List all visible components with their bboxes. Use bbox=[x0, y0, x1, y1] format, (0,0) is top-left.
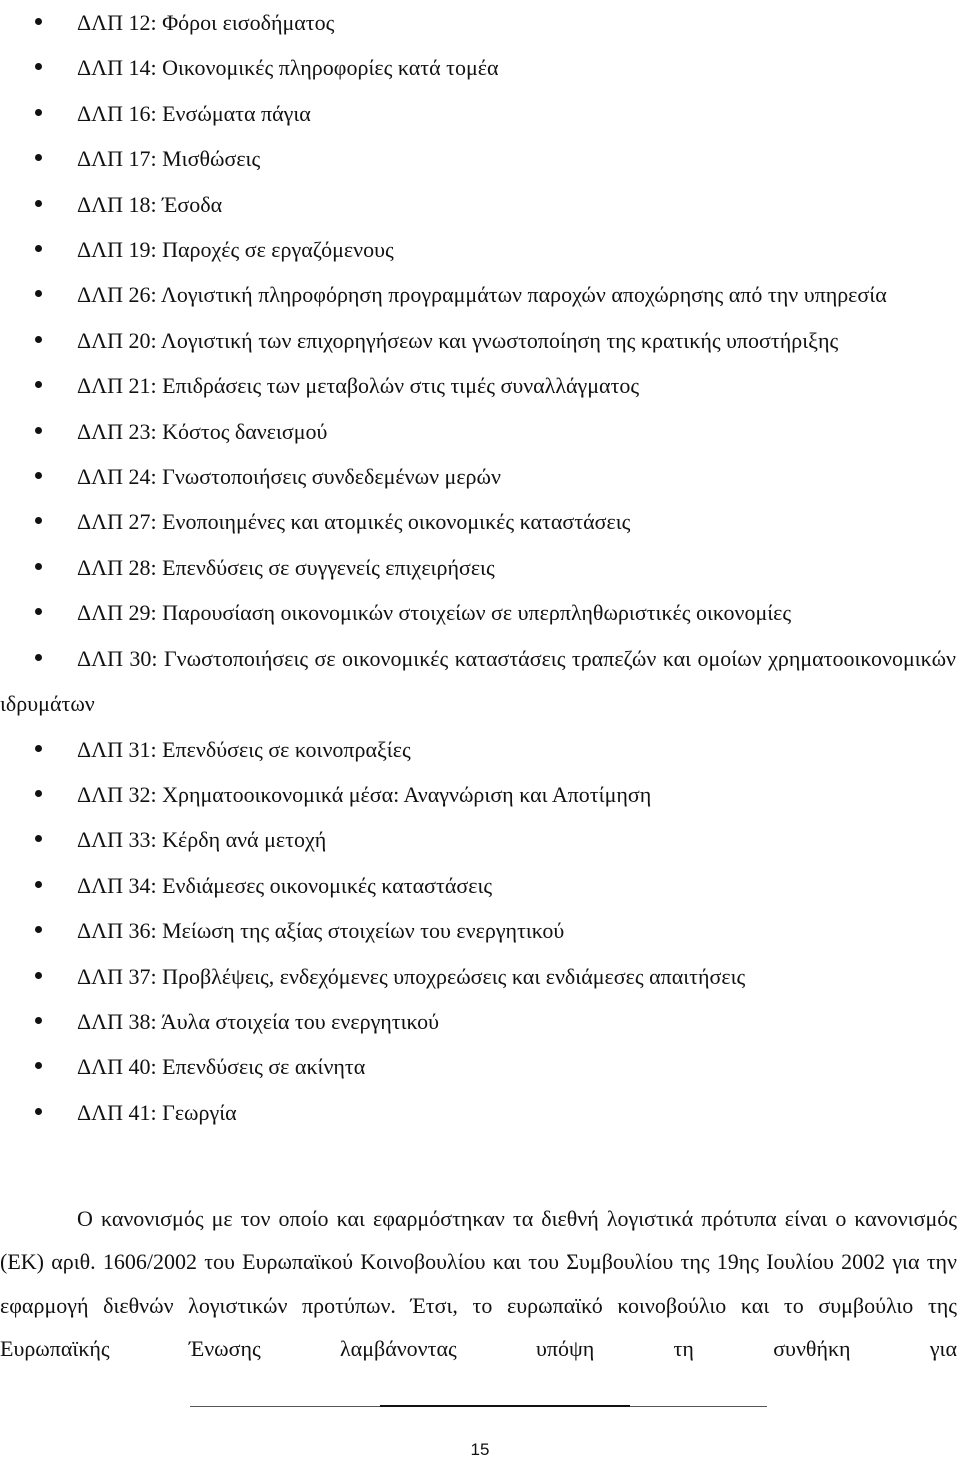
list-item-text: ΔΛΠ 36: Μείωση της αξίας στοιχείων του ενεργητικού bbox=[77, 918, 565, 944]
bullet-icon bbox=[35, 835, 42, 842]
bullet-icon bbox=[35, 563, 42, 570]
bullet-icon bbox=[35, 381, 42, 388]
list-item bbox=[0, 272, 960, 317]
list-item bbox=[0, 182, 960, 227]
list-item bbox=[0, 999, 960, 1044]
list-item bbox=[0, 1044, 960, 1089]
list-item-text: ΔΛΠ 30: Γνωστοποιήσεις σε οικονομικές καταστάσεις τραπεζών και ομοίων χρηματοοικονομικών ιδρυμάτων bbox=[0, 645, 956, 717]
list-item-text: ΔΛΠ 16: Ενσώματα πάγια bbox=[77, 100, 311, 126]
list-item-text: ΔΛΠ 19: Παροχές σε εργαζόμενους bbox=[77, 237, 394, 263]
list-item bbox=[0, 1090, 960, 1135]
list-item bbox=[0, 454, 960, 499]
bullet-icon bbox=[35, 154, 42, 161]
bullet-icon bbox=[35, 472, 42, 479]
list-item-text: ΔΛΠ 28: Επενδύσεις σε συγγενείς επιχειρήσεις bbox=[77, 554, 495, 580]
list-item bbox=[0, 772, 960, 817]
list-item-text: ΔΛΠ 29: Παρουσίαση οικονομικών στοιχείων σε υπερπληθωριστικές οικονομίες bbox=[77, 600, 792, 626]
list-item-text: ΔΛΠ 12: Φόροι εισοδήματος bbox=[77, 10, 335, 35]
bullet-icon bbox=[35, 63, 42, 70]
page-number: 15 bbox=[470, 1440, 490, 1459]
bullet-icon bbox=[35, 1017, 42, 1024]
list-item-text: ΔΛΠ 27: Ενοποιημένες και ατομικές οικονομικές καταστάσεις bbox=[77, 509, 631, 535]
bullet-icon bbox=[35, 881, 42, 888]
list-item-text: ΔΛΠ 24: Γνωστοποιήσεις συνδεδεμένων μερών bbox=[77, 464, 501, 490]
list-item bbox=[0, 499, 960, 544]
list-item-text: ΔΛΠ 37: Προβλέψεις, ενδεχόμενες υποχρεώσεις και ενδιάμεσες απαιτήσεις bbox=[77, 963, 746, 989]
bullet-icon bbox=[35, 517, 42, 524]
list-item bbox=[0, 590, 960, 635]
bullet-icon bbox=[35, 745, 42, 752]
bullet-icon bbox=[35, 1062, 42, 1069]
bullet-icon bbox=[35, 926, 42, 933]
list-item-text: ΔΛΠ 17: Μισθώσεις bbox=[77, 146, 261, 172]
list-item-text: ΔΛΠ 41: Γεωργία bbox=[77, 1099, 237, 1125]
list-item bbox=[0, 409, 960, 454]
list-item-text: ΔΛΠ 21: Επιδράσεις των μεταβολών στις τιμές συναλλάγματος bbox=[77, 373, 640, 399]
bullet-icon bbox=[35, 336, 42, 343]
bullet-icon bbox=[35, 972, 42, 979]
bullet-icon bbox=[35, 790, 42, 797]
list-item bbox=[0, 954, 960, 999]
footnote-separator bbox=[190, 1406, 767, 1407]
list-item bbox=[0, 227, 960, 272]
list-item-text: ΔΛΠ 34: Ενδιάμεσες οικονομικές καταστάσεις bbox=[77, 872, 493, 898]
list-item bbox=[0, 817, 960, 862]
list-item-text: ΔΛΠ 40: Επενδύσεις σε ακίνητα bbox=[77, 1054, 366, 1080]
body-paragraph: Ο κανονισμός με τον οποίο και εφαρμόστηκαν τα διεθνή λογιστικά πρότυπα είναι ο κανονισμός (ΕΚ) αριθ. 1606/2002 του Ευρωπαϊκού Κοινοβουλίου και του Συμβουλίου της 19ης Ιουλίου 2002 για την εφαρμογή διεθνών λογιστικών προτύπων. Έτσι, το ευρωπαϊκό κοινοβούλιο και το συμβούλιο της Ευρωπαϊκής Ένωσης λαμβάνοντας υπόψη τη συνθήκη για bbox=[0, 1206, 957, 1361]
list-item bbox=[0, 727, 960, 772]
list-item bbox=[0, 45, 960, 90]
footnote-separator-segment bbox=[380, 1405, 630, 1407]
list-item bbox=[0, 863, 960, 908]
bullet-icon bbox=[35, 18, 42, 25]
list-item bbox=[0, 0, 960, 45]
bullet-icon bbox=[35, 608, 42, 615]
list-item bbox=[0, 908, 960, 953]
bullet-icon bbox=[35, 245, 42, 252]
list-item-text: ΔΛΠ 23: Κόστος δανεισμού bbox=[77, 418, 328, 444]
list-item bbox=[0, 136, 960, 181]
list-item bbox=[0, 318, 960, 363]
bullet-icon bbox=[35, 109, 42, 116]
bullet-icon bbox=[35, 427, 42, 434]
list-item-text: ΔΛΠ 38: Άυλα στοιχεία του ενεργητικού bbox=[77, 1008, 440, 1034]
bullet-icon bbox=[35, 1108, 42, 1115]
list-item-text: ΔΛΠ 14: Οικονομικές πληροφορίες κατά τομέα bbox=[77, 55, 499, 81]
list-item-text: ΔΛΠ 31: Επενδύσεις σε κοινοπραξίες bbox=[77, 736, 411, 762]
list-item-text: ΔΛΠ 33: Κέρδη ανά μετοχή bbox=[77, 827, 327, 853]
list-item bbox=[0, 91, 960, 136]
list-item bbox=[0, 636, 960, 727]
list-item bbox=[0, 363, 960, 408]
bullet-icon bbox=[35, 200, 42, 207]
list-item bbox=[0, 545, 960, 590]
bullet-icon bbox=[35, 654, 42, 661]
list-item-text: ΔΛΠ 26: Λογιστική πληροφόρηση προγραμμάτων παροχών αποχώρησης από την υπηρεσία bbox=[77, 282, 887, 308]
list-item-text: ΔΛΠ 20: Λογιστική των επιχορηγήσεων και γνωστοποίηση της κρατικής υποστήριξης bbox=[77, 327, 839, 353]
list-item-text: ΔΛΠ 32: Χρηματοοικονομικά μέσα: Αναγνώριση και Αποτίμηση bbox=[77, 781, 652, 807]
bullet-icon bbox=[35, 290, 42, 297]
list-item-text: ΔΛΠ 18: Έσοδα bbox=[77, 191, 223, 217]
